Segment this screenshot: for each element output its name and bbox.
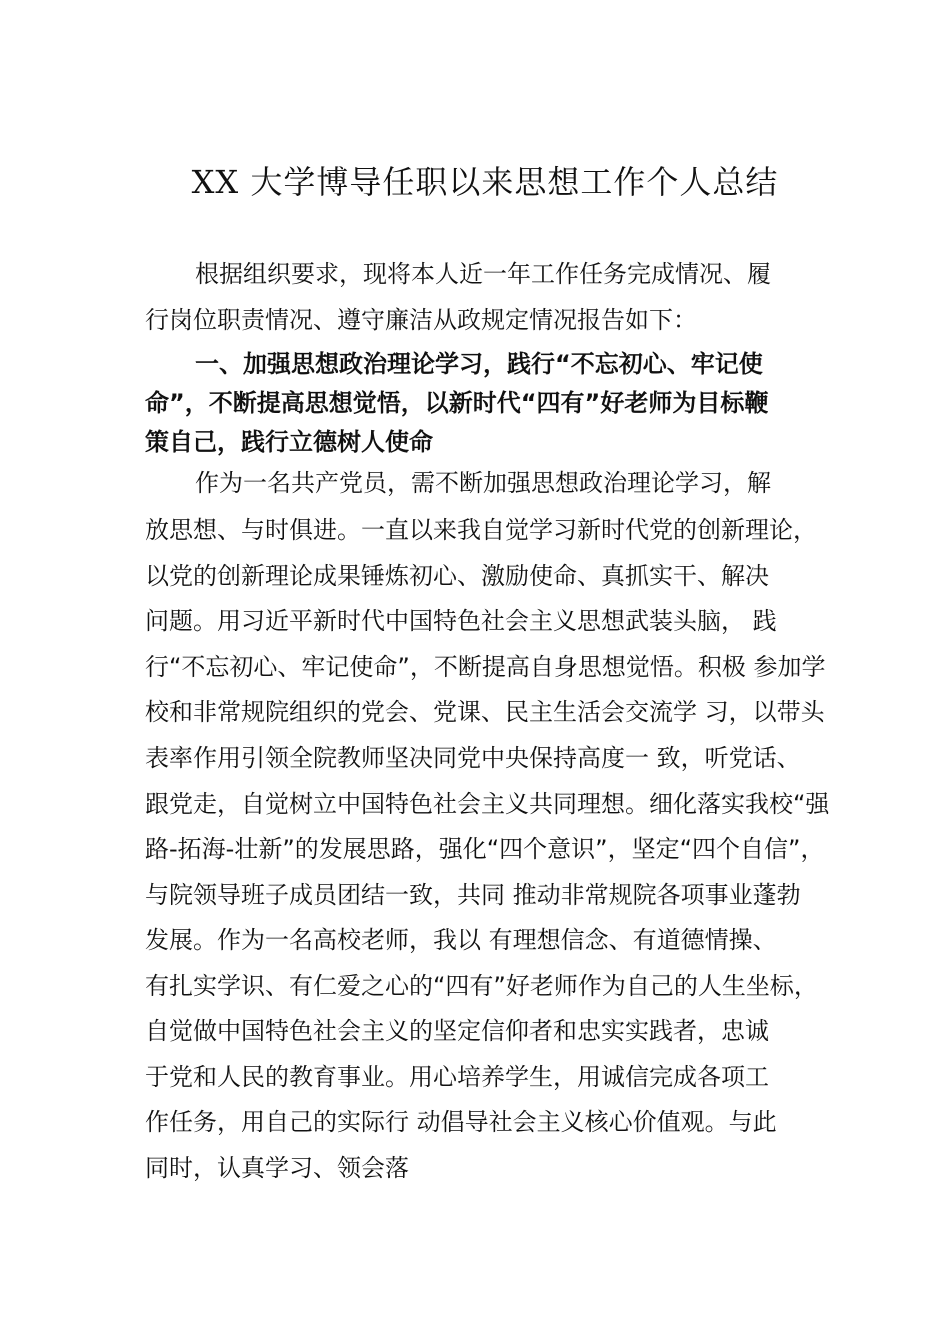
section-heading-line: 命”，不断提高思想觉悟，以新时代“四有”好老师为目标鞭	[145, 389, 769, 417]
section-heading-line: 一、加强思想政治理论学习，践行“不忘初心、牢记使	[195, 350, 763, 378]
body-line: 校和非常规院组织的党会、党课、民主生活会交流学 习，以带头	[145, 698, 825, 726]
body-line: 与院领导班子成员团结一致，共同 推动非常规院各项事业蓬勃	[145, 881, 801, 909]
body-line: 作任务，用自己的实际行 动倡导社会主义核心价值观。与此	[145, 1108, 777, 1136]
body-line: 于党和人民的教育事业。用心培养学生，用诚信完成各项工	[145, 1063, 769, 1091]
body-line: 跟党走，自觉树立中国特色社会主义共同理想。细化落实我校“强	[145, 790, 830, 818]
body-line: 同时，认真学习、领会落	[145, 1154, 409, 1182]
section-heading-line: 策自己，践行立德树人使命	[145, 428, 433, 456]
body-line: 有扎实学识、有仁爱之心的“四有”好老师作为自己的人生坐标，	[145, 972, 818, 1000]
body-line: 问题。用习近平新时代中国特色社会主义思想武装头脑， 践	[145, 607, 777, 635]
body-line: 路-拓海-壮新”的发展思路，强化“四个意识”，坚定“四个自信”，	[145, 835, 825, 863]
body-line: 行“不忘初心、牢记使命”，不断提高自身思想觉悟。积极 参加学	[145, 653, 826, 681]
intro-line: 根据组织要求，现将本人近一年工作任务完成情况、履	[195, 260, 771, 288]
body-line: 发展。作为一名高校老师，我以 有理想信念、有道德情操、	[145, 926, 777, 954]
document-title: XX 大学博导任职以来思想工作个人总结	[191, 163, 779, 201]
body-line: 自觉做中国特色社会主义的坚定信仰者和忠实实践者，忠诚	[145, 1017, 769, 1045]
body-line: 表率作用引领全院教师坚决同党中央保持高度一 致，听党话、	[145, 744, 801, 772]
body-line: 作为一名共产党员，需不断加强思想政治理论学习，解	[195, 469, 771, 497]
body-line: 以党的创新理论成果锤炼初心、激励使命、真抓实干、解决	[145, 562, 769, 590]
body-line: 放思想、与时俱进。一直以来我自觉学习新时代党的创新理论，	[145, 516, 817, 544]
intro-line: 行岗位职责情况、遵守廉洁从政规定情况报告如下：	[145, 306, 697, 334]
